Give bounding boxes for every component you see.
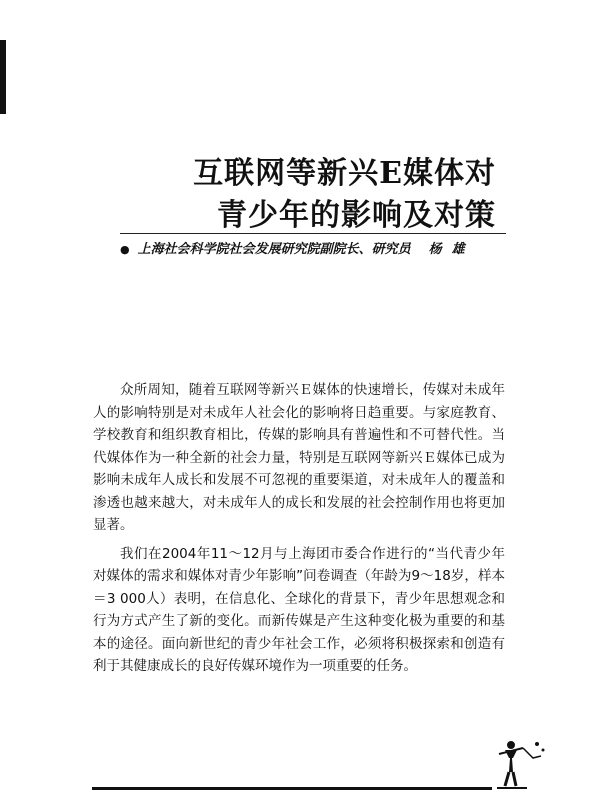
article-title <box>193 153 496 237</box>
byline <box>120 241 506 259</box>
bullet-icon: ● <box>120 243 130 256</box>
title-divider <box>120 233 506 234</box>
figure-ornament-icon <box>493 736 553 794</box>
title-line-1: 互联网等新兴E媒体对 <box>193 156 496 191</box>
page-edge-mark <box>0 40 6 114</box>
byline-affiliation: 上海社会科学院社会发展研究院副院长、研究员 <box>137 242 411 257</box>
paragraph-2: 我们在2004年11～12月与上海团市委合作进行的“当代青少年对媒体的需求和媒体对青少年影响”问卷调查（年龄为9～18岁，样本＝3 000人）表明，在信息化、全球化的背景下，青少年思想观念和行为方式产生了新的变化。而新传媒是产生这种变化极为重要的和基本的途径。面向新世纪的青少年社会工作，必须将积极探索和创造有利于其健康成长的良好传媒环境作为一项重要的任务。 <box>93 545 505 674</box>
paragraph-1: 众所周知，随着互联网等新兴Ｅ媒体的快速增长，传媒对未成年人的影响特别是对未成年人社会化的影响将日趋重要。与家庭教育、学校教育和组织教育相比，传媒的影响具有普遍性和不可替代性。当代媒体作为一种全新的社会力量，特别是互联网等新兴Ｅ媒体已成为影响未成年人成长和发展不可忽视的重要渠道，对未成年人的覆盖和渗透也越来越大，对未成年人的成长和发展的社会控制作用也将更加显著。 <box>93 382 505 533</box>
article-body <box>93 379 505 684</box>
title-line-2: 青少年的影响及对策 <box>217 198 496 233</box>
byline-author: 杨雄 <box>428 242 475 257</box>
footer-rule <box>92 787 492 790</box>
